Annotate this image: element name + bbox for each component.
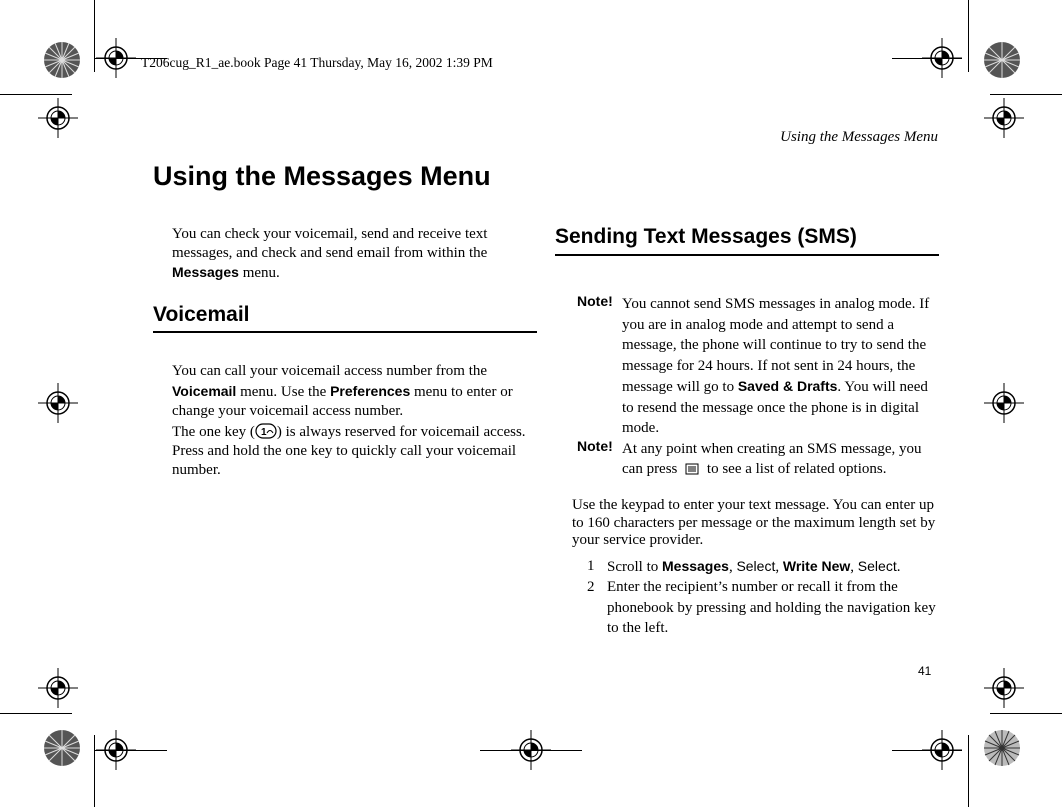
starburst-icon	[42, 728, 82, 768]
step-text: Scroll to Messages, Select, Write New, Select.	[607, 558, 901, 575]
registration-target-icon	[38, 383, 78, 423]
registration-target-icon	[38, 668, 78, 708]
registration-target-icon	[984, 383, 1024, 423]
starburst-icon	[982, 728, 1022, 768]
running-head: Using the Messages Menu	[780, 129, 938, 145]
file-stamp: T206cug_R1_ae.book Page 41 Thursday, May 16, 2002 1:39 PM	[141, 55, 493, 70]
step-number: 2	[587, 579, 595, 595]
preferences-menu-ref: Preferences	[330, 382, 411, 399]
step-number: 1	[587, 558, 595, 574]
registration-target-icon	[38, 98, 78, 138]
select-softkey-ref: Select	[857, 558, 897, 574]
saved-drafts-ref: Saved & Drafts	[737, 378, 838, 394]
note-analog-mode: You cannot send SMS messages in analog mode. If you are in analog mode and attempt to send a message, the phone will continue to try to send the message for 24 hours. If not sent in 24 hours, the message will go to Saved & Drafts. You will need to resend the message once the phone is in digital mode.	[622, 296, 930, 436]
voicemail-rule	[153, 331, 537, 333]
sms-heading: Sending Text Messages (SMS)	[555, 225, 857, 248]
write-new-ref: Write New	[782, 558, 851, 574]
voicemail-menu-ref: Voicemail	[172, 382, 237, 399]
one-key-icon	[255, 423, 277, 439]
voicemail-heading: Voicemail	[153, 303, 250, 326]
menu-key-icon	[681, 462, 703, 476]
starburst-icon	[982, 40, 1022, 80]
registration-target-icon	[984, 98, 1024, 138]
messages-menu-ref: Messages	[172, 264, 239, 280]
note-label: Note!	[577, 293, 613, 309]
starburst-icon	[42, 40, 82, 80]
sms-rule	[555, 254, 939, 256]
registration-target-icon	[984, 668, 1024, 708]
sms-paragraph: Use the keypad to enter your text message. You can enter up to 160 characters per message or the maximum length set by your service provider.	[572, 497, 936, 548]
svg-text:1: 1	[260, 427, 267, 438]
voicemail-paragraph: You can call your voicemail access number from the Voicemail menu. Use the Preferences menu to enter or change your voicemail access number.	[172, 363, 513, 419]
step-text: Enter the recipient’s number or recall it from the phonebook by pressing and holding the navigation key to the left.	[607, 579, 936, 636]
select-softkey-ref: Select	[736, 558, 776, 574]
messages-menu-ref: Messages	[662, 558, 729, 574]
one-key-paragraph: The one key ( 1 ) is always reserved for voicemail access. Press and hold the one key to quickly call your voicemail number.	[172, 424, 526, 478]
note-options: At any point when creating an SMS message, you can press to see a list of related options.	[622, 441, 922, 477]
intro-paragraph: You can check your voicemail, send and receive text messages, and check and send email from within the Messages menu.	[172, 226, 488, 281]
page-number: 41	[918, 664, 932, 678]
page-title: Using the Messages Menu	[153, 161, 491, 191]
note-label: Note!	[577, 438, 613, 454]
